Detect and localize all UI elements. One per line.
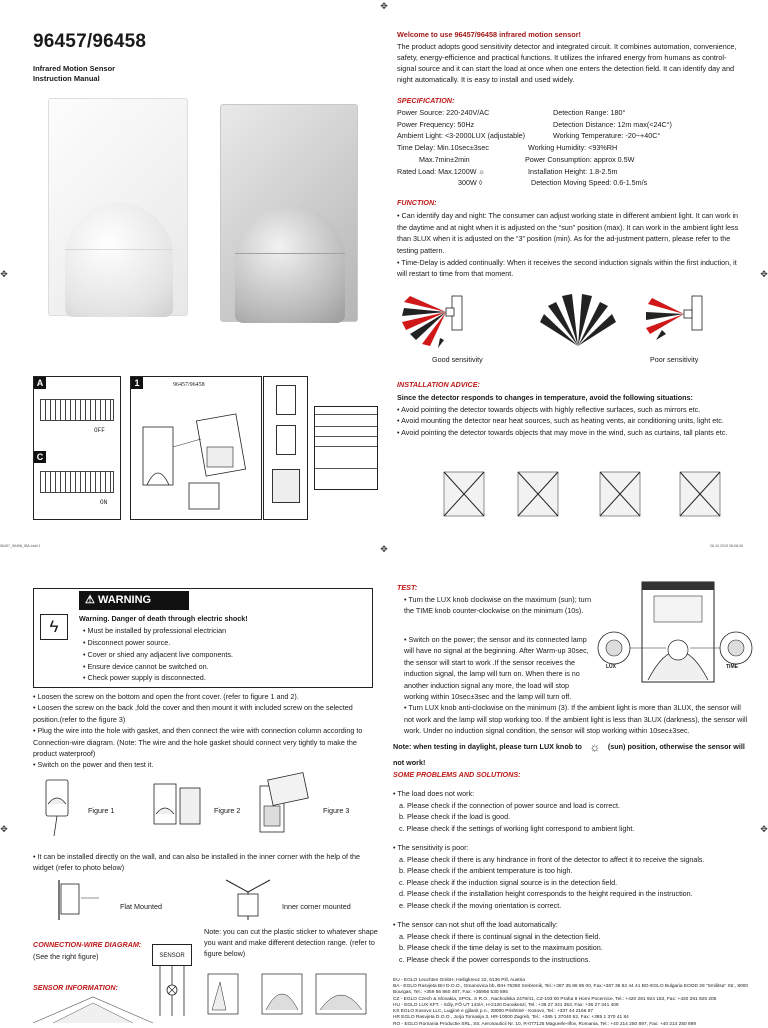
terminal-block-icon — [40, 399, 114, 421]
spec-row: Ambient Light: <3-2000LUX (adjustable) Working Temperature: -20~+40C° — [397, 131, 661, 141]
flat-mounted-label: Flat Mounted — [120, 902, 162, 911]
corner-mounted-label: Inner corner mounted — [282, 902, 351, 911]
problem-item: a. Please check if there is any hindrance in front of the detector to affect it to receive the signals. — [399, 854, 705, 864]
installation-advice-lead: Since the detector responds to changes in temperature, avoid the following situations: — [397, 393, 693, 402]
warning-item: • Disconnect power source. — [83, 637, 171, 647]
problem-item: a. Please check if the connection of power source and load is correct. — [399, 800, 620, 810]
warning-item: • Ensure device cannot be switched on. — [83, 661, 209, 671]
registration-mark-right-bottom: ✥ — [760, 824, 768, 834]
registration-mark-left-bottom: ✥ — [0, 824, 8, 834]
lux-knob-label: LUX — [606, 664, 616, 670]
silver-sensor-dome — [235, 205, 345, 323]
warning-content — [79, 613, 369, 684]
figure-2-drawing — [150, 780, 210, 832]
off-label: OFF — [94, 427, 105, 434]
advice-item: • Avoid mounting the detector near heat sources, such as heating vents, air conditioning units, light etc. — [397, 416, 724, 426]
problem-item: c. Please check if the power corresponds to the instructions. — [399, 954, 591, 964]
test-item: • Turn LUX knob anti-clockwise on the minimum (3). If the ambient light is more than 3LUX, the sensor will not work and the lamp will stop working too. If the ambient light is less than 3LUX (darkness), the sensor will work. Under no induction signal condition, the sensor will stop working within 10sec±3sec. — [404, 703, 748, 735]
avoid-wind-icon — [600, 472, 640, 516]
figure-1-drawing — [38, 776, 78, 840]
warning-title: WARNING — [97, 594, 152, 606]
function-text — [397, 210, 742, 280]
registration-mark-left-top: ✥ — [0, 269, 8, 279]
spec-row: Rated Load: Max.1200W ☼ Installation Height: 1.8-2.5m — [397, 166, 618, 176]
problem-item: b. Please check if the ambient temperature is too high. — [399, 866, 573, 876]
step-icon — [272, 469, 300, 503]
sensor-info-heading: SENSOR INFORMATION: — [33, 983, 118, 992]
avoid-mirror-icon — [444, 472, 484, 516]
intro-section — [397, 30, 742, 86]
problem-item: d. Please check if the installation height corresponds to the height required in the instruction. — [399, 889, 693, 899]
slug-left: 96457_96458_IBA.indd 1 — [0, 544, 41, 548]
registration-mark-right-top: ✥ — [760, 269, 768, 279]
installation-advice-heading: INSTALLATION ADVICE: — [397, 380, 480, 389]
white-sensor-dome — [65, 203, 173, 317]
diagram-panel-b — [130, 376, 262, 520]
warning-item: • Must be installed by professional electrician — [83, 625, 227, 635]
poor-sensitivity-icon — [646, 296, 702, 340]
spec-row: Time Delay: Min.10sec±3sec Working Humidity: <93%RH — [397, 143, 618, 153]
silver-sensor-photo — [220, 104, 358, 322]
problem-title: • The sensor can not shut off the load automatically: — [393, 920, 558, 930]
problem-item: c. Please check if the settings of working light correspond to ambient light. — [399, 823, 635, 833]
test-text-upper — [404, 594, 592, 617]
problem-group-2 — [393, 842, 748, 911]
sensitivity-illustration — [400, 292, 740, 352]
footer-line: EU - EGLO Leuchten GmbH, Heiligkreuz 22, 6136 Pill, Austria — [393, 978, 525, 983]
problem-item: c. Please check if the induction signal source is in the detection field. — [399, 877, 618, 887]
spec-row: Power Source: 220-240V/AC Detection Range: 180° — [397, 108, 626, 117]
figure-3-label: Figure 3 — [323, 806, 350, 815]
spec-row: 300W ◊ Detection Moving Speed: 0.6-1.5m/s — [458, 178, 648, 188]
specification-table — [397, 107, 747, 189]
step-item: • Plug the wire into the hole with gasket, and then connect the wire with connection column according to Connection-wire diagram. (Note: The wire and the hole gasket should connect very tightly to make the product waterproof) — [33, 726, 363, 758]
test-note-part-2: (sun) position, otherwise the sensor will not work! — [393, 742, 745, 768]
figure-2-label: Figure 2 — [214, 806, 241, 815]
subtitle-line-1: Infrared Motion Sensor — [33, 64, 116, 73]
good-sensitivity-icon — [402, 296, 462, 348]
mounting-text: • It can be installed directly on the wall, and can also be installed in the inner corner with the help of the widget (refer to photo below) — [33, 852, 360, 873]
diagram-model-label: 96457/96458 — [173, 382, 205, 388]
function-item: • Time-Delay is added continually: When it receives the second induction signals within the first induction, it will restart to time from that moment. — [397, 257, 737, 279]
test-item: • Turn the LUX knob clockwise on the maximum (sun); turn the TIME knob counter-clockwise on the minimum (10s). — [404, 595, 592, 616]
diagram-panel-a — [33, 376, 121, 520]
step-item: • Loosen the screw on the bottom and open the front cover. (refer to figure 1 and 2). — [33, 692, 299, 701]
connection-heading: CONNECTION-WIRE DIAGRAM: — [33, 940, 142, 949]
test-note-part-1: Note: when testing in daylight, please turn LUX knob to — [393, 742, 582, 751]
problems-list — [393, 788, 748, 965]
spec-row: Power Frequency: 50Hz Detection Distance: 12m max(<24C°) — [397, 119, 672, 129]
slug-right: 26.10.2015 08:08:26 — [710, 544, 743, 548]
label-b: 1 — [131, 377, 143, 389]
product-subtitle — [33, 64, 115, 84]
flat-mounted-drawing — [55, 878, 105, 922]
test-heading: TEST: — [397, 583, 418, 592]
avoid-heat-icon — [518, 472, 558, 516]
registration-mark-center: ✥ — [380, 544, 388, 554]
poor-sensitivity-label: Poor sensitivity — [650, 355, 699, 364]
advice-item: • Avoid pointing the detector towards objects that may move in the wind, such as curtains, tall plants etc. — [397, 427, 728, 437]
connection-note: Note: you can cut the plastic sticker to whatever shape you want and make different detection range. (refer to figure below) — [204, 927, 378, 959]
footer-line: RO - EGLO Romania Productie SRL, Str. Aeronauticii Nr. 10, R-077125 Magurele-Ilfov, Romania, Tel.: +40 214 250 897, Fax: +40 214 250 899 — [393, 1021, 696, 1027]
terminal-block-icon — [40, 471, 114, 493]
footer-line: HU - EGLO LUX KFT. - Sóly, FŐ UT 143/A, H-2120 Dunakeszi, Tel.: +36 27 341 353, Fax: +36 27 341 409 — [393, 1002, 619, 1008]
test-item: • Switch on the power; the sensor and its connected lamp will have no signal at the beginning. After Warm-up 30sec, the sensor will start to work .If the sensor receives the induction signal, the lamp will turn on. When there is no another induction signal any more, the load will stop working within 10sec±3sec and the lamp will turn off. — [404, 635, 589, 701]
connection-wire-diagram — [150, 966, 200, 1020]
intro-text: The product adopts good sensitivity detector and integrated circuit. It combines automation, convenience, safety, energy-efficience and practical functions. It utilizes the infrared energy from humans as control-signal source and it can start the load at once when one enters the detection field. It can identify day and night automatically. It is easy to install and used widely. — [397, 41, 737, 85]
white-sensor-photo — [48, 98, 188, 316]
step-item: • Loosen the screw on the back ,fold the cover and then mount it with included screw on the selected position.(refer to the figure 3) — [33, 703, 353, 724]
connection-ref: (See the right figure) — [33, 952, 99, 961]
step-icon — [276, 385, 296, 415]
figure-3-drawing — [256, 772, 316, 838]
sensor-exploded-drawing — [141, 407, 257, 517]
avoid-plants-icon — [680, 472, 720, 516]
footer-line: HR EGLO Rasvjeta D.O.O., Jurja Tomasija 3, HR-10000 Zagreb, Tel.: +385 1 37040 62, Fax: +385 1 370 41 84 — [393, 1015, 629, 1021]
advice-item: • Avoid pointing the detector towards objects with highly reflective surfaces, such as mirrors etc. — [397, 404, 701, 414]
on-label: ON — [100, 499, 108, 506]
avoid-situations-illustration — [440, 470, 730, 520]
diagram-panel-steps — [263, 376, 308, 520]
problem-item: a. Please check if there is continual signal in the detection field. — [399, 931, 601, 941]
welcome-heading: Welcome to use 96457/96458 infrared motion sensor! — [397, 30, 581, 39]
problem-item: b. Please check if the time delay is set to the maximum position. — [399, 943, 603, 953]
installation-steps — [33, 691, 373, 771]
time-knob-label: TIME — [726, 664, 738, 670]
problem-group-3 — [393, 919, 748, 965]
subtitle-line-2: Instruction Manual — [33, 74, 100, 84]
warning-item: • Check power supply is disconnected. — [83, 673, 206, 683]
footer-line: KS EGLO Kosovo LLC, Lugjinë e gjilanit p.n., 28000 Prishtinë - Kosovo, Tel.: +337 44 2166 87 — [393, 1009, 594, 1015]
footer-line: CZ - EGLO Czech & Slovakia, SPOL. S R.O., Nachodska 2479/41, CZ-193 00 Praha 9 Horni Pocernice, Tel.: +420 281 924 183, Fax: +420 281 925 205 — [393, 996, 717, 1002]
electric-hazard-icon: ϟ — [40, 614, 68, 640]
sensor-info-drawing — [33, 995, 153, 1024]
spec-row: Max.7min±2min Power Consumption: approx 0.5W — [419, 154, 635, 164]
sensor-box: SENSOR — [152, 944, 192, 966]
problem-item: b. Please check if the load is good. — [399, 812, 511, 822]
detection-range-drawings — [206, 970, 376, 1020]
problem-item: e. Please check if the moving orientation is correct. — [399, 900, 562, 910]
corner-mounted-drawing — [222, 876, 274, 922]
model-number: 96457/96458 — [33, 31, 147, 52]
figure-1-label: Figure 1 — [88, 806, 115, 815]
warning-triangle-icon: ⚠ — [85, 594, 95, 606]
test-note — [393, 738, 748, 769]
good-sensitivity-label: Good sensitivity — [432, 355, 483, 364]
label-a: A — [34, 377, 46, 389]
footer-line: BA - EGLO Rasvjeta BH D.O.O., Omanovica bb, BIH-75350 Srebrenik, Tel.:+387 35 86 85 00, Fax:+387 35 82 44 41 BG-EGLO Bulgaria EOOD 28 "Smilitsa" Str., 8000 Bourgas, Tel.: +359 56 860 487, Fax: +35956 530 595 — [393, 984, 749, 996]
warning-bar — [79, 591, 189, 610]
footer-addresses — [393, 978, 753, 1028]
detection-fan-icon — [540, 294, 616, 346]
problem-title: • The sensitivity is poor: — [393, 843, 469, 853]
problems-heading: SOME PROBLEMS AND SOLUTIONS: — [393, 770, 521, 779]
step-item: • Switch on the power and then test it. — [33, 760, 154, 770]
problem-group-1 — [393, 788, 748, 834]
registration-mark-top: ✥ — [380, 1, 388, 11]
sun-icon: ☼ — [589, 740, 601, 754]
step-icon — [276, 425, 296, 455]
label-c: C — [34, 451, 46, 463]
warning-headline: Warning. Danger of death through electric shock! — [79, 614, 248, 623]
warning-box — [33, 588, 373, 688]
specification-heading: SPECIFICATION: — [397, 96, 455, 105]
installation-advice-text — [397, 392, 742, 439]
function-heading: FUNCTION: — [397, 198, 437, 207]
warning-item: • Cover or shied any adjacent live components. — [83, 649, 233, 659]
label-sticker — [314, 406, 378, 490]
problem-title: • The load does not work: — [393, 789, 475, 798]
function-item: • Can identify day and night: The consumer can adjust working state in different ambient light. It can work in the daytime and at night when it is adjusted on the “sun” position (max). It can work in the ambient light less than 3LUX when it is adjusted on the “3” position (min). As for the ad-justment pattern, please refer to the testing pattern. — [397, 211, 739, 255]
